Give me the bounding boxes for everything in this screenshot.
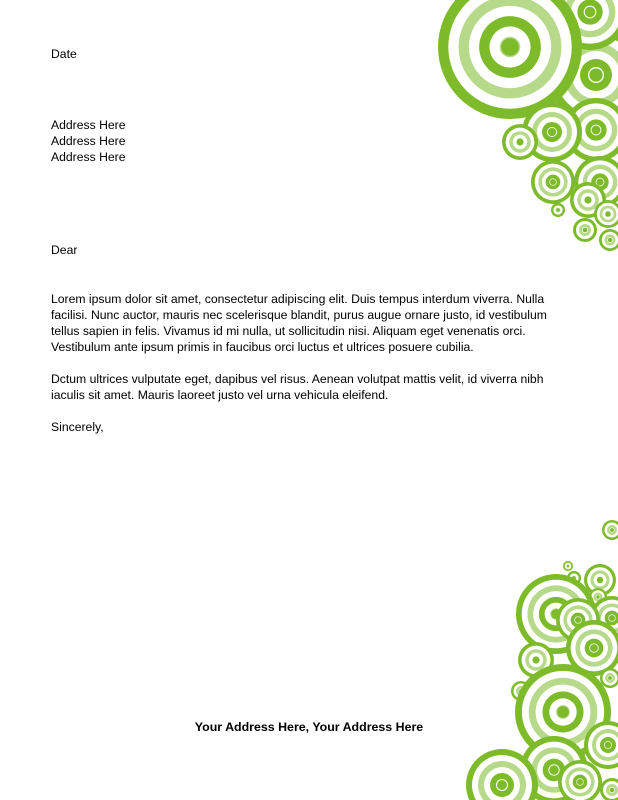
decor-center-dot [557,706,569,718]
decor-ring [596,178,605,187]
decor-center-dot [583,228,588,233]
address-line: Address Here [51,150,126,164]
decor-ring [605,235,616,246]
decor-ring [563,605,592,634]
decor-ring [577,189,599,211]
decor-ring [591,125,602,136]
decor-ring [575,629,612,666]
decor-ring [591,173,608,190]
decor-ring [565,767,594,796]
decor-ring [608,676,613,681]
letter-body [51,46,571,435]
decor-center-dot [610,788,615,793]
decor-center-dot [519,689,523,693]
decor-center-dot [596,595,599,598]
decor-ring [566,564,569,567]
decor-ring [585,119,606,140]
decor-ring [585,639,604,658]
decor-ring [602,232,618,249]
decor-center-dot [585,197,591,203]
decor-ring [484,767,520,800]
decor-ring [575,109,618,152]
decor-center-dot [549,765,558,774]
decor-ring [600,778,618,800]
address-line: Address Here [51,118,126,132]
decor-ring [519,689,524,694]
decor-ring [552,0,618,50]
decor-ring [574,616,581,623]
decor-ring [580,59,612,91]
decor-ring [532,656,539,663]
decor-ring [604,741,612,749]
decor-center-dot [572,576,575,579]
decor-center-dot [608,238,612,242]
decor-center-dot [585,7,596,18]
decor-ring [571,613,586,628]
decor-ring [556,705,570,719]
decor-center-dot [567,565,569,567]
decor-ring [578,160,618,203]
decor-ring [566,620,618,676]
decor-ring [516,686,526,696]
decor-ring [602,520,618,540]
decor-ring [607,237,613,243]
decor-ring [564,98,618,162]
decor-ring [581,193,595,207]
decor-ring [594,574,607,587]
decor-ring [563,561,573,571]
address-line: Address Here [51,134,126,148]
decor-ring [584,196,591,203]
decor-ring [605,211,611,217]
decor-ring [580,634,608,662]
decor-ring [574,156,618,208]
decor-ring [522,580,591,649]
decor-ring [562,764,599,800]
decor-ring [589,588,607,606]
decor-ring [569,573,578,582]
decor-center-dot [605,742,612,749]
decor-ring [522,646,551,675]
decor-ring [603,781,618,799]
decor-ring [533,591,579,637]
decor-ring [545,603,568,626]
decor-ring [571,625,618,672]
decor-ring [583,165,618,200]
decor-ring [608,614,615,621]
decor-center-dot [577,779,583,785]
decor-ring [564,43,618,107]
salutation: Dear [51,243,78,257]
decor-ring [605,523,618,538]
decor-center-dot [590,644,598,652]
decor-ring [525,649,547,671]
decor-center-dot [575,617,581,623]
decor-ring [537,753,571,787]
decor-ring [496,779,508,791]
decor-ring [531,747,576,792]
decor-ring [605,673,615,683]
decor-ring [548,764,559,775]
decor-ring [584,564,616,596]
decor-ring [514,684,529,699]
body-paragraph: Dctum ultrices vulputate eget, dapibus vel risus. Aenean volutpat mattis velit, id viverra nibh iaculis sit amet. Mauris laoreet justo vel urna vehicula eleifend. [51,372,544,402]
decor-ring [529,678,598,747]
decor-ring [606,784,618,796]
decor-ring [520,736,588,800]
decor-center-dot [551,609,561,619]
decor-center-dot [606,212,611,217]
decor-ring [594,200,618,228]
decor-ring [577,0,602,25]
decor-ring [603,671,618,686]
decor-ring [600,737,616,753]
footer-address: Your Address Here, Your Address Here [194,720,424,734]
decor-ring [609,787,615,793]
decor-ring [602,208,613,219]
date-line: Date [51,47,77,61]
decor-ring [558,0,618,44]
decor-ring [607,525,617,535]
decor-ring [567,571,581,585]
decor-ring [600,206,617,223]
decor-ring [571,0,609,31]
decor-ring [539,597,573,631]
decor-ring [522,671,604,753]
decor-ring [478,761,526,800]
decor-ring [565,563,572,570]
decor-ring [587,169,613,195]
decor-ring [472,755,532,800]
decor-ring [584,6,597,19]
decor-ring [596,733,618,757]
decor-ring [556,598,600,642]
decor-ring [589,643,598,652]
decor-ring [511,681,531,701]
decor-ring [590,596,618,640]
decor-ring [591,590,605,604]
decor-ring [572,51,618,99]
decor-ring [597,577,603,583]
decor-ring [588,67,604,83]
body-paragraph: Lorem ipsum dolor sit amet, consectetur adipiscing elit. Duis tempus interdum viverra. Nulla facilisi. Nunc auctor, mauris nec scelerisque blandit, purus augue ornare justo, id vestibulum tellus sapien in felis. Vivamus id mi nulla, ut sollicitudin nisi. Aliquam eget venenatis orci. Vestibulum ante ipsum primis in faucibus orci luctus et ultrices posuere cubilia. [51,292,547,354]
decor-ring [550,608,561,619]
decor-ring [526,742,583,799]
decor-ring [570,182,606,218]
decor-ring [572,576,577,581]
decor-ring [573,218,597,242]
decor-ring [569,771,591,793]
decor-ring [576,221,594,239]
decor-center-dot [597,577,602,582]
decor-ring [558,760,602,800]
decor-center-dot [497,780,507,790]
recipient-address [51,117,571,165]
decor-center-dot [596,178,603,185]
decor-ring [529,653,543,667]
decor-ring [569,103,618,156]
decor-ring [543,759,566,782]
decor-center-dot [592,126,601,135]
bottom-right-circle-cluster [466,520,618,800]
decor-ring [576,778,583,785]
decor-ring [590,570,609,589]
decor-ring [580,114,612,146]
decor-ring [573,775,588,790]
decor-ring [515,664,611,760]
decor-ring [518,642,554,678]
decor-ring [565,0,616,37]
decor-ring [560,602,597,639]
decor-ring [579,224,591,236]
decor-center-dot [608,676,612,680]
decor-ring [527,585,584,642]
decor-ring [597,203,618,225]
decor-ring [587,567,613,593]
decor-center-dot [610,528,614,532]
decor-center-dot [589,68,602,81]
decor-ring [490,773,514,797]
decor-ring [599,229,618,251]
decor-ring [610,528,615,533]
decor-ring [601,607,618,629]
decor-ring [574,186,603,215]
decor-ring [594,593,603,602]
decor-center-dot [533,657,539,663]
decor-ring [466,749,538,800]
closing: Sincerely, [51,420,104,434]
decor-center-dot [609,615,615,621]
decor-ring [582,227,588,233]
decor-ring [594,600,618,637]
decor-ring [600,668,618,688]
decor-ring [567,609,589,631]
decor-ring [516,574,596,654]
decor-ring [605,611,618,626]
decor-ring [597,603,618,632]
decor-ring [596,595,601,600]
